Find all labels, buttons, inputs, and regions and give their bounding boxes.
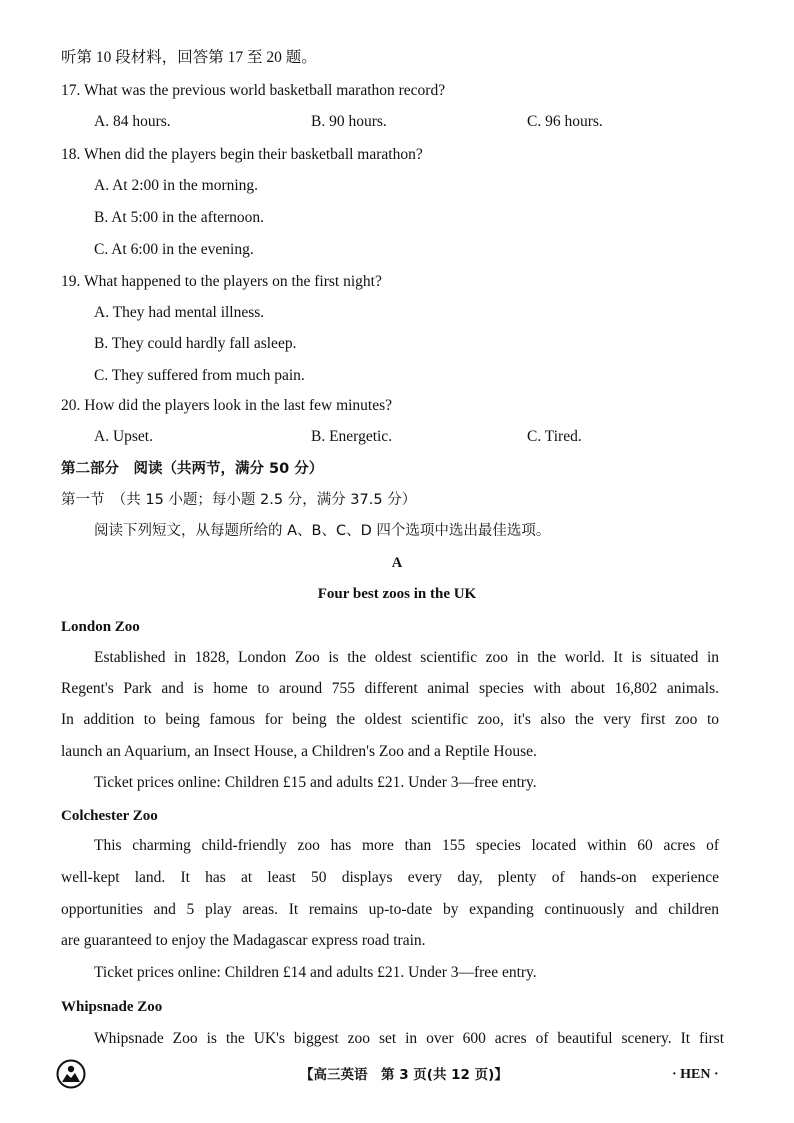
- paragraph-line: Established in 1828, London Zoo is the oldest scientific zoo in the world. It is situated in: [94, 649, 719, 666]
- ticket-prices: Ticket prices online: Children £14 and adults £21. Under 3—free entry.: [94, 964, 537, 981]
- q19-option-a: A. They had mental illness.: [94, 304, 265, 321]
- question-17: [61, 81, 445, 101]
- q17-option-b: B. 90 hours.: [311, 113, 387, 130]
- page-footer-center: 【高三英语 第 3 页(共 12 页)】: [300, 1067, 508, 1083]
- paragraph-line: Regent's Park and is home to around 755 different animal species with about 16,802 animals.: [61, 680, 719, 697]
- publisher-logo-icon: [56, 1059, 86, 1089]
- paragraph-line: In addition to being famous for being the oldest scientific zoo, it's also the very first zoo to: [61, 711, 719, 728]
- part2-heading: 第二部分 阅读（共两节，满分 50 分）: [61, 461, 324, 477]
- paragraph-line: well-kept land. It has at least 50 displays every day, plenty of hands-on experience: [61, 869, 719, 886]
- q20-option-b: B. Energetic.: [311, 428, 393, 445]
- question-20: [61, 396, 392, 416]
- passage-letter: A: [391, 555, 403, 571]
- passage-title: Four best zoos in the UK: [317, 586, 477, 602]
- q20-option-c: C. Tired.: [527, 428, 582, 445]
- q19-option-b: B. They could hardly fall asleep.: [94, 335, 297, 352]
- zoo-heading-london: London Zoo: [61, 619, 140, 635]
- page-footer-code: · HEN ·: [672, 1067, 719, 1082]
- ticket-prices: Ticket prices online: Children £15 and adults £21. Under 3—free entry.: [94, 774, 537, 791]
- reading-instruction: 阅读下列短文，从每题所给的 A、B、C、D 四个选项中选出最佳选项。: [94, 523, 551, 539]
- q20-option-a: A. Upset.: [94, 428, 153, 445]
- question-number: 19.: [61, 273, 81, 290]
- zoo-heading-colchester: Colchester Zoo: [61, 808, 158, 824]
- q18-option-b: B. At 5:00 in the afternoon.: [94, 209, 265, 226]
- q19-option-c: C. They suffered from much pain.: [94, 367, 305, 384]
- question-text: What was the previous world basketball marathon record?: [83, 82, 446, 99]
- q17-option-c: C. 96 hours.: [527, 113, 603, 130]
- q18-option-a: A. At 2:00 in the morning.: [94, 177, 259, 194]
- question-19: [61, 272, 382, 292]
- q17-option-a: A. 84 hours.: [94, 113, 171, 130]
- question-text: What happened to the players on the first night?: [83, 273, 382, 290]
- question-number: 17.: [61, 82, 81, 99]
- section1-heading: 第一节 （共 15 小题；每小题 2.5 分，满分 37.5 分）: [61, 492, 417, 508]
- zoo-heading-whipsnade: Whipsnade Zoo: [61, 999, 163, 1015]
- question-number: 18.: [61, 146, 81, 163]
- question-text: How did the players look in the last few minutes?: [84, 397, 393, 414]
- paragraph-line: Whipsnade Zoo is the UK's biggest zoo set in over 600 acres of beautiful scenery. It first: [94, 1030, 724, 1047]
- question-18: [61, 145, 423, 165]
- listening-intro: 听第 10 段材料，回答第 17 至 20 题。: [61, 49, 317, 66]
- q18-option-c: C. At 6:00 in the evening.: [94, 241, 254, 258]
- paragraph-line: launch an Aquarium, an Insect House, a Children's Zoo and a Reptile House.: [61, 743, 537, 760]
- paragraph-line: opportunities and 5 play areas. It remains up-to-date by expanding continuously and children: [61, 901, 719, 918]
- paragraph-line: are guaranteed to enjoy the Madagascar express road train.: [61, 932, 426, 949]
- question-text: When did the players begin their basketball marathon?: [83, 146, 423, 163]
- paragraph-line: This charming child-friendly zoo has more than 155 species located within 60 acres of: [94, 837, 719, 854]
- question-number: 20.: [61, 397, 81, 414]
